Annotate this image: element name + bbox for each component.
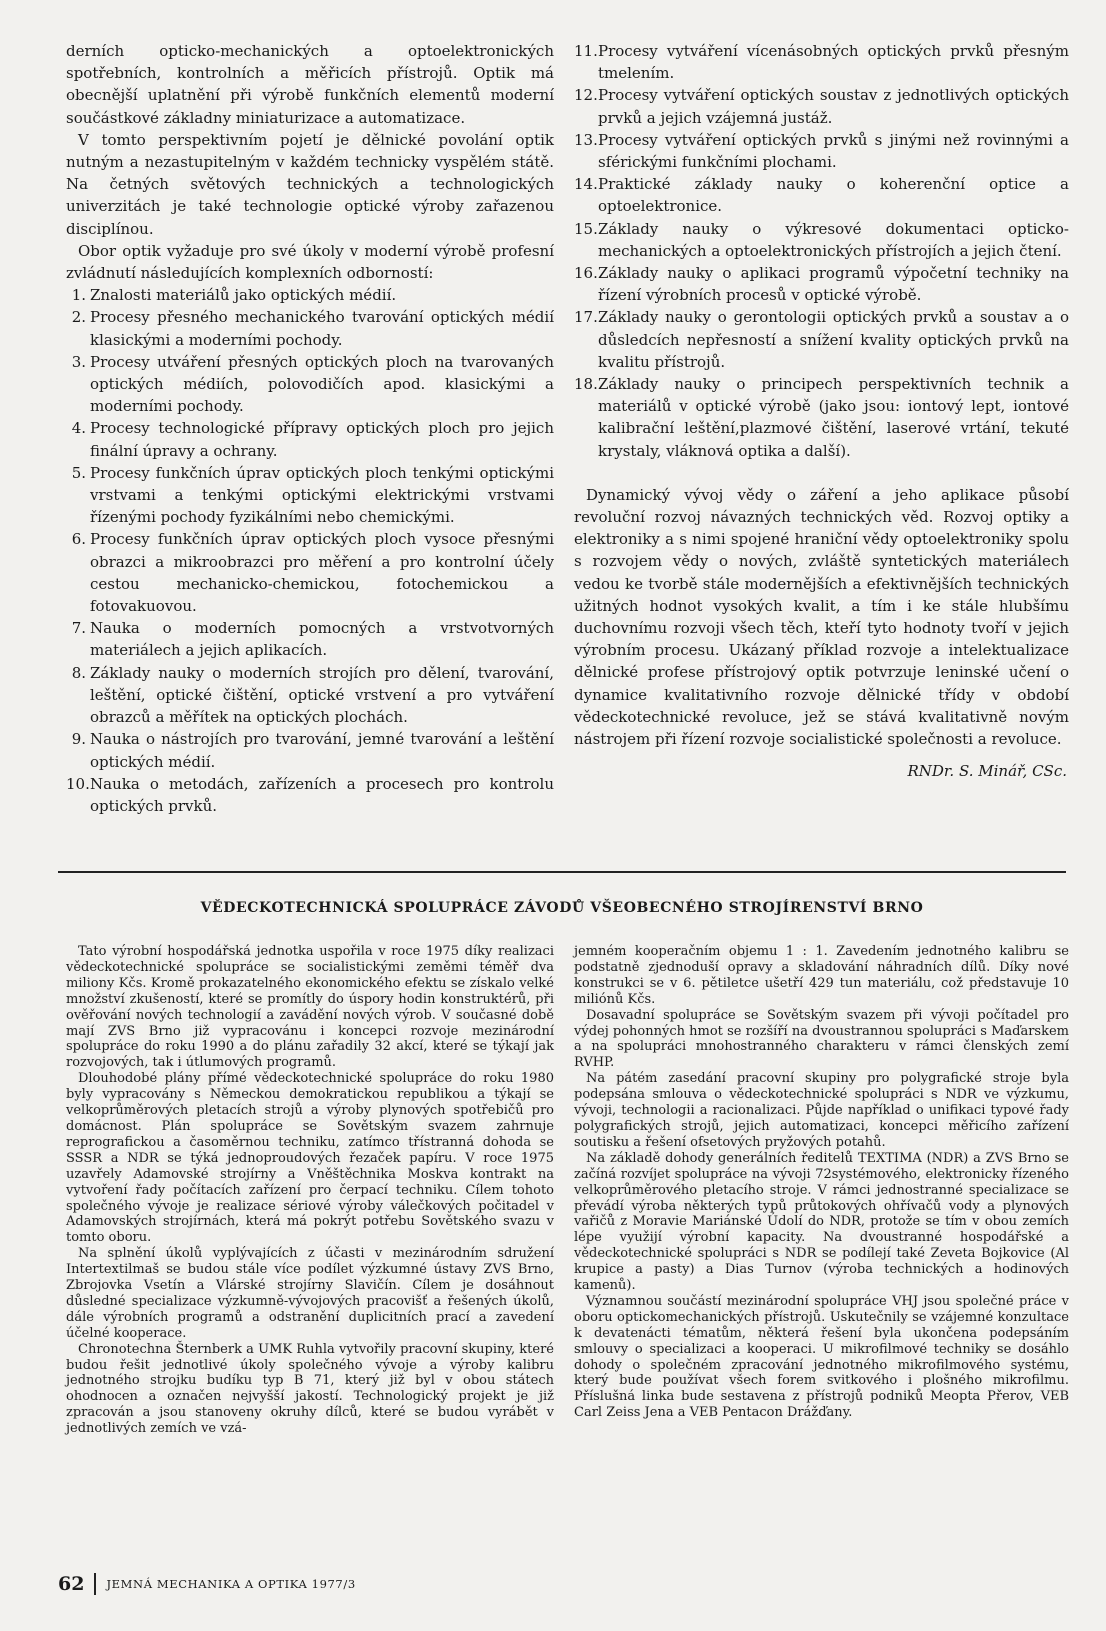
list-item-text: Nauka o nástrojích pro tvarování, jemné tvarování a leštění optických médií. — [90, 730, 554, 771]
list-item-number: 10. — [66, 774, 90, 793]
list-item-number: 5. — [71, 463, 86, 482]
list-item-text: Základy nauky o aplikaci programů výpočetní techniky na řízení výrobních procesů v optické výrobě. — [598, 264, 1069, 305]
list-item-number: 6. — [71, 530, 86, 549]
article2-left-column — [66, 944, 554, 1437]
list-item-text: Procesy utváření přesných optických ploch na tvarovaných optických médiích, polovodičích apod. klasickými a moderními pochody. — [90, 352, 554, 416]
article2-headline: VĚDECKOTECHNICKÁ SPOLUPRÁCE ZÁVODŮ VŠEOBECNÉHO STROJÍRENSTVÍ BRNO — [200, 900, 924, 916]
list-item-number: 16. — [574, 264, 598, 283]
competency-list-part2 — [574, 40, 1069, 462]
list-item — [574, 129, 1069, 173]
list-item — [574, 40, 1069, 84]
article2-paragraph: Tato výrobní hospodářská jednotka uspořila v roce 1975 díky realizaci vědeckotechnické spolupráce se socialistickými zeměmi téměř dva miliony Kčs. Kromě prokazatelného ekonomického efektu se získalo velké množství zkušeností, které se promítly do úspory hodin konstruktérů, při ověřování nových technologií a zavádění nových výrob. V současné době mají ZVS Brno již vypracovánu i koncepci rozvoje mezinárodní spolupráce do roku 1990 a do plánu zařadily 32 akcí, které se týkají jak rozvojových, tak i útlumových programů. — [66, 944, 554, 1071]
list-item — [574, 218, 1069, 262]
list-item-text: Základy nauky o moderních strojích pro dělení, tvarování, leštění, optické čištění, optické vrstvení a pro vytváření obrazců a měřítek na optických plochách. — [90, 663, 554, 727]
competency-list-part1 — [66, 284, 554, 817]
list-item-text: Základy nauky o gerontologii optických prvků a soustav a o důsledcích nepřesností a snížení kvality optických prvků na kvalitu přístrojů. — [598, 308, 1069, 371]
article1-paragraph: Obor optik vyžaduje pro své úkoly v moderní výrobě profesní zvládnutí následujících komplexních odborností: — [66, 241, 554, 283]
article1-paragraph: derních opticko-mechanických a optoelektronických spotřebních, kontrolních a měřicích přístrojů. Optik má obecnější uplatnění při výrobě funkčních elementů moderní součástkové základny miniaturizace a automatizace. — [66, 42, 554, 127]
article1-right-column — [574, 40, 1069, 783]
footer-separator — [94, 1573, 96, 1595]
journal-title: JEMNÁ MECHANIKA A OPTIKA 1977/3 — [106, 1577, 356, 1591]
list-item-text: Nauka o moderních pomocných a vrstvotvorných materiálech a jejich aplikacích. — [90, 619, 554, 660]
list-item-text: Praktické základy nauky o koherenční optice a optoelektronice. — [598, 175, 1069, 216]
list-item-text: Procesy funkčních úprav optických ploch tenkými optickými vrstvami a tenkými optickými elektrickými vrstvami řízenými pochody fyzikálními nebo chemickými. — [90, 463, 554, 527]
article2-paragraph: jemném kooperačním objemu 1 : 1. Zavedením jednotného kalibru se podstatně zjednoduší opravy a skladování náhradních dílů. Díky nové konstrukci se v 6. pětiletce ušetří 429 tun materiálu, což představuje 10 miliónů Kčs. — [574, 944, 1069, 1007]
list-item-number: 1. — [71, 286, 86, 305]
list-item — [574, 173, 1069, 217]
article2-paragraph: Na splnění úkolů vyplývajících z účasti v mezinárodním sdružení Intertextilmaš se budou stále více podílet výzkumné ústavy ZVS Brno, Zbrojovka Vsetín a Vlárské strojírny Slavičín. Cílem je dosáhnout důsledné specializace výzkumně-vývojových pracovišť a řešených úkolů, dále výrobních programů a odstranění duplicitních prací a zavedení účelné kooperace. — [66, 1246, 554, 1341]
article1-paragraph: V tomto perspektivním pojetí je dělnické povolání optik nutným a nezastupitelným v každém technicky vyspělém státě. Na četných světových technických a technologických univerzitách je také technologie optické výroby zařazenou disciplínou. — [66, 130, 554, 238]
list-item-text: Nauka o metodách, zařízeních a procesech pro kontrolu optických prvků. — [90, 774, 554, 815]
list-item-number: 2. — [71, 308, 86, 327]
article2-right-column — [574, 944, 1069, 1421]
list-item-text: Procesy přesného mechanického tvarování optických médií klasickými a moderními pochody. — [90, 308, 554, 349]
list-item-number: 9. — [71, 730, 86, 749]
list-item — [66, 728, 554, 772]
list-item-text: Procesy vytváření vícenásobných optických prvků přesným tmelením. — [598, 42, 1069, 83]
list-item-number: 11. — [574, 42, 598, 60]
list-item-text: Základy nauky o výkresové dokumentaci opticko-mechanických a optoelektronických přístrojích a jejich čtení. — [598, 219, 1069, 260]
list-item-text: Procesy funkčních úprav optických ploch vysoce přesnými obrazci a mikroobrazci pro měření a pro kontrolní účely cestou mechanicko-chemickou, fotochemickou a fotovakuovou. — [90, 530, 554, 616]
list-item-number: 3. — [71, 352, 86, 371]
list-item-number: 12. — [574, 86, 598, 105]
list-item — [66, 462, 554, 529]
list-item-number: 7. — [71, 619, 86, 638]
list-item-text: Procesy technologické přípravy optických ploch pro jejich finální úpravy a ochrany. — [90, 419, 554, 460]
article2-paragraph: Dosavadní spolupráce se Sovětským svazem při vývoji počítadel pro výdej pohonných hmot se rozšíří na dvoustrannou spolupráci s Maďarskem a na spolupráci mnohostranného charakteru v rámci členských zemí RVHP. — [574, 1007, 1069, 1071]
list-item-number: 15. — [574, 219, 598, 238]
list-item — [66, 351, 554, 418]
list-item — [66, 528, 554, 617]
list-item-number: 8. — [71, 663, 86, 682]
list-item-number: 17. — [574, 308, 598, 327]
article1-left-column — [66, 40, 554, 817]
list-item-text: Znalosti materiálů jako optických médií. — [90, 286, 397, 305]
list-item-number: 18. — [574, 375, 598, 394]
author-signature: RNDr. S. Minář, CSc. — [907, 762, 1067, 781]
list-item — [574, 84, 1069, 128]
list-item — [66, 662, 554, 729]
article2-paragraph: Na základě dohody generálních ředitelů TEXTIMA (NDR) a ZVS Brno se začíná rozvíjet spolupráce na vývoji 72systémového, elektronicky řízeného velkoprůměrového pletacího stroje. V rámci jednostranné specializace se převádí výroba některých typů průtokových ohřívačů vody a plynových vařičů z Moravie Mariánské Údolí do NDR, protože se tím v obou zemích lépe využijí výrobní kapacity. Na dvoustranné hospodářské a vědeckotechnické spolupráci s NDR se podílejí také Zeveta Bojkovice (Al krupice a pasty) a Dias Turnov (výroba technických a hodinových kamenů). — [574, 1150, 1069, 1294]
page-number: 62 — [58, 1573, 85, 1595]
list-item-number: 13. — [574, 130, 598, 149]
list-item — [66, 284, 554, 306]
list-item — [574, 262, 1069, 306]
article2-paragraph: Významnou součástí mezinárodní spolupráce VHJ jsou společné práce v oboru optickomechanických přístrojů. Uskutečnily se vzájemné konzultace k devatenácti tématům, některá řešení byla ukončena podepsáním smlouvy o specializaci a kooperaci. U mikrofilmové techniky se dosáhlo dohody o společném zpracování jednotného mikrofilmového systému, který bude používat všech forem svitkového i plošného mikrofilmu. Příslušná linka bude sestavena z přístrojů podniků Meopta Přerov, VEB Carl Zeiss Jena a VEB Pentacon Drážďany. — [574, 1293, 1069, 1421]
list-item — [574, 306, 1069, 373]
list-item-number: 4. — [71, 419, 86, 438]
list-item-text: Základy nauky o principech perspektivních technik a materiálů v optické výrobě (jako jsou: iontový lept, iontové kalibrační leštění,plazmové čištění, laserové vrtání, tekuté krystaly, vláknová optika a další). — [598, 375, 1069, 460]
list-item — [66, 617, 554, 661]
article2-paragraph: Dlouhodobé plány přímé vědeckotechnické spolupráce do roku 1980 byly vypracovány s Německou demokratickou republikou a týkají se velkoprůměrových pletacích strojů a výroby plynových spotřebičů pro domácnost. Plán spolupráce se Sovětským svazem zahrnuje reprografickou a časoměrnou techniku, zatímco třístranná dohoda se SSSR a NDR se týká jednoproudových řezaček papíru. V roce 1975 uzavřely Adamovské strojírny a Vněštěchnika Moskva kontrakt na vytvoření řady počítacích zařízení pro čerpací techniku. Cílem tohoto společného vývoje je realizace sériové výroby válečkových počitadel v Adamovských strojírnách, která má pokrýt potřebu Sovětského svazu v tomto oboru. — [66, 1071, 554, 1246]
article2-paragraph: Chronotechna Šternberk a UMK Ruhla vytvořily pracovní skupiny, které budou řešit jednotlivé úkoly společného vývoje a výroby kalibru jednotného strojku budíku typ B 71, který již byl v obou státech ohodnocen a označen nejvyšší jakostí. Technologický projekt je již zpracován a jsou stanoveny okruhy dílců, které se budou vyrábět v jednotlivých zemích ve vzá- — [66, 1341, 554, 1437]
article1-closing-paragraph: Dynamický vývoj vědy o záření a jeho aplikace působí revoluční rozvoj návazných technických věd. Rozvoj optiky a elektroniky a s nimi spojené hraniční vědy optoelektroniky spolu s rozvojem vědy o nových, zvláště syntetických materiálech vedou ke tvorbě stále modernějších a efektivnějších technických užitných hodnot vysokých kvalit, a tím i ke stále hlubšímu duchovnímu rozvoji všech těch, kteří tyto hodnoty tvoří v jejich výrobním procesu. Ukázaný příklad rozvoje a intelektualizace dělnické profese přístrojový optik potvrzuje leninské učení o dynamice kvalitativního rozvoje dělnické třídy v období vědeckotechnické revoluce, jež se stává kvalitativně novým nástrojem při řízení rozvoje socialistické společnosti a revoluce. — [574, 485, 1069, 749]
list-item-number: 14. — [574, 175, 598, 194]
list-item — [66, 773, 554, 817]
list-item — [66, 417, 554, 461]
section-divider — [58, 871, 1066, 873]
list-item — [574, 373, 1069, 462]
list-item-text: Procesy vytváření optických soustav z jednotlivých optických prvků a jejich vzájemná justáž. — [598, 86, 1069, 127]
page-footer — [58, 1572, 356, 1596]
list-item — [66, 306, 554, 350]
article2-paragraph: Na pátém zasedání pracovní skupiny pro polygrafické stroje byla podepsána smlouva o vědeckotechnické spolupráci s NDR ve výzkumu, vývoji, technologii a racionalizaci. Půjde například o unifikaci typové řady polygrafických strojů, jejich automatizaci, koncepci měřicího zařízení soutisku a řešení ofsetových pryžových potahů. — [574, 1071, 1069, 1150]
list-item-text: Procesy vytváření optických prvků s jinými než rovinnými a sférickými funkčními plochami. — [598, 130, 1069, 172]
